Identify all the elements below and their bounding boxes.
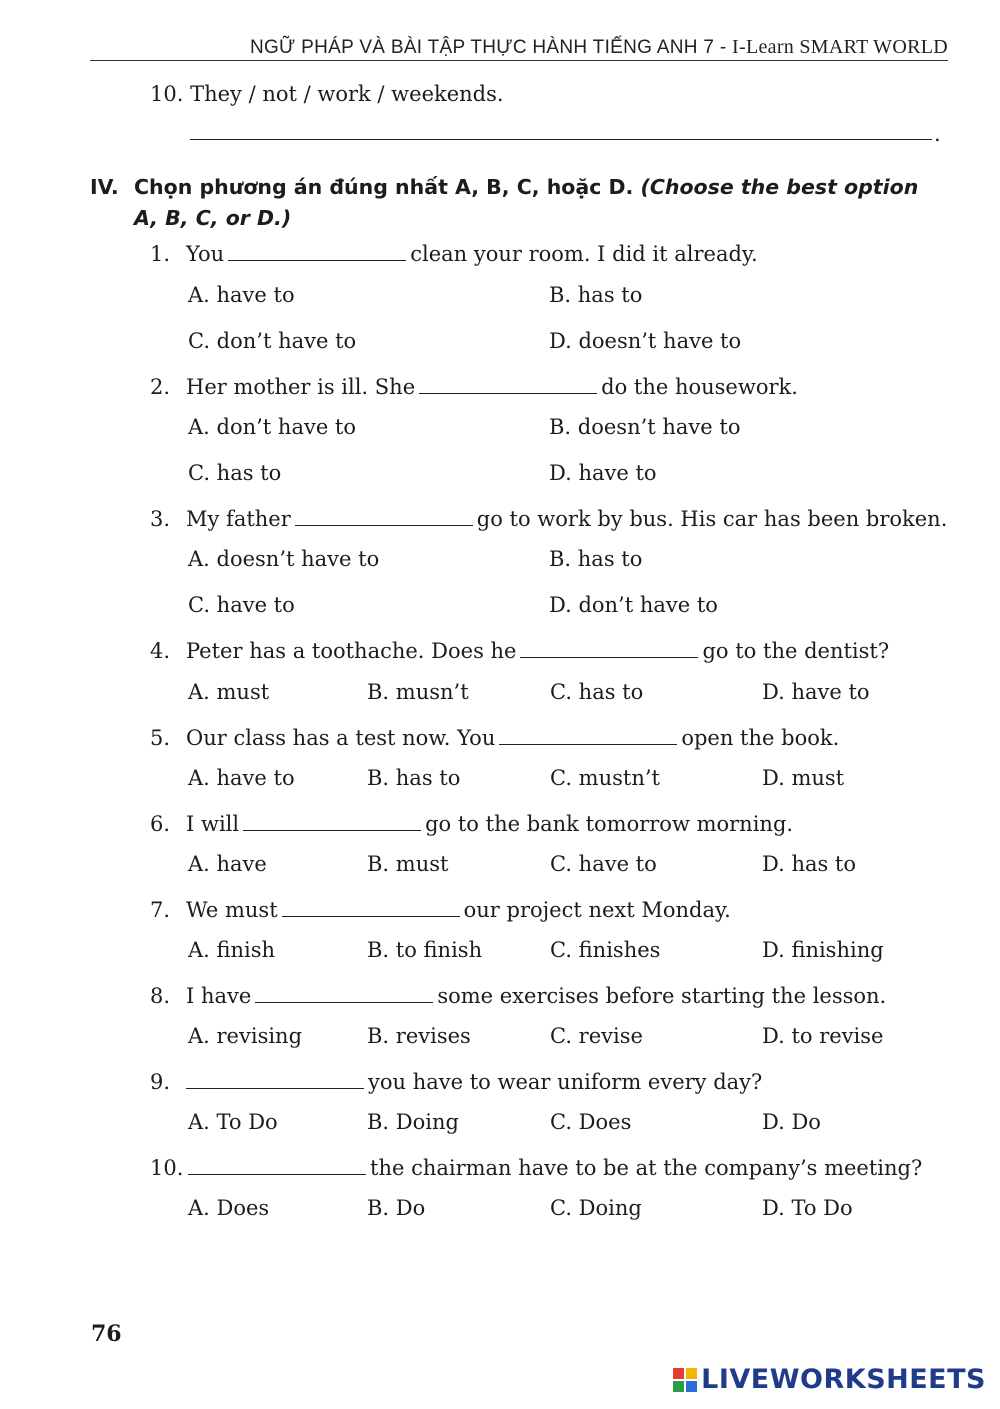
running-header bbox=[90, 36, 948, 59]
question-stem-before: We must bbox=[186, 898, 278, 922]
option-a[interactable]: A. have bbox=[188, 852, 267, 876]
question-number: 8. bbox=[150, 984, 171, 1008]
option-a[interactable]: A. must bbox=[188, 680, 270, 704]
option-c[interactable]: C. have to bbox=[550, 852, 657, 876]
question-10 bbox=[150, 1156, 960, 1180]
question-number: 4. bbox=[150, 639, 171, 663]
section-title-en-1: (Choose the best option bbox=[640, 175, 919, 199]
question-8 bbox=[150, 984, 960, 1008]
question-stem-after: go to the bank tomorrow morning. bbox=[425, 812, 794, 836]
option-c[interactable]: C. has to bbox=[188, 461, 282, 485]
question-stem-after: go to work by bus. His car has been broken. bbox=[476, 507, 948, 531]
answer-period: . bbox=[934, 122, 941, 146]
option-a[interactable]: A. doesn’t have to bbox=[188, 547, 380, 571]
answer-blank[interactable] bbox=[243, 812, 421, 831]
question-stem-before: Our class has a test now. You bbox=[186, 726, 496, 750]
option-b[interactable]: B. Doing bbox=[367, 1110, 459, 1134]
option-b[interactable]: B. doesn’t have to bbox=[549, 415, 741, 439]
option-b[interactable]: B. Do bbox=[367, 1196, 426, 1220]
question-2 bbox=[150, 375, 960, 399]
answer-blank[interactable] bbox=[520, 639, 698, 658]
option-b[interactable]: B. to finish bbox=[367, 938, 483, 962]
question-stem-before: I have bbox=[186, 984, 252, 1008]
question-stem-before: Her mother is ill. She bbox=[186, 375, 416, 399]
question-number: 6. bbox=[150, 812, 171, 836]
previous-item: 10. They / not / work / weekends. bbox=[150, 82, 504, 106]
answer-blank[interactable] bbox=[419, 375, 597, 394]
option-d[interactable]: D. Do bbox=[762, 1110, 821, 1134]
question-7 bbox=[150, 898, 960, 922]
question-stem-after: the chairman have to be at the company’s meeting? bbox=[370, 1156, 923, 1180]
option-a[interactable]: A. finish bbox=[188, 938, 276, 962]
option-a[interactable]: A. To Do bbox=[188, 1110, 278, 1134]
option-b[interactable]: B. has to bbox=[367, 766, 461, 790]
answer-blank[interactable] bbox=[228, 242, 406, 261]
answer-blank[interactable] bbox=[282, 898, 460, 917]
question-stem-after: some exercises before starting the lesson. bbox=[437, 984, 887, 1008]
option-a[interactable]: A. have to bbox=[188, 283, 295, 307]
question-number: 2. bbox=[150, 375, 171, 399]
option-d[interactable]: D. has to bbox=[762, 852, 857, 876]
option-b[interactable]: B. has to bbox=[549, 283, 643, 307]
option-c[interactable]: C. mustn’t bbox=[550, 766, 660, 790]
section-number: IV. bbox=[90, 175, 119, 199]
question-stem-after: go to the dentist? bbox=[702, 639, 890, 663]
answer-blank[interactable] bbox=[186, 1070, 364, 1089]
option-d[interactable]: D. have to bbox=[549, 461, 657, 485]
answer-blank[interactable] bbox=[499, 726, 677, 745]
question-stem-after: open the book. bbox=[681, 726, 840, 750]
section-title-en-2: A, B, C, or D.) bbox=[134, 206, 292, 230]
answer-blank[interactable] bbox=[255, 984, 433, 1003]
question-stem-after: do the housework. bbox=[601, 375, 798, 399]
option-d[interactable]: D. don’t have to bbox=[549, 593, 718, 617]
watermark-text: LIVEWORKSHEETS bbox=[701, 1364, 986, 1395]
option-d[interactable]: D. have to bbox=[762, 680, 870, 704]
question-stem-before: I will bbox=[186, 812, 240, 836]
question-1 bbox=[150, 242, 960, 266]
option-b[interactable]: B. must bbox=[367, 852, 449, 876]
question-number: 10. bbox=[150, 1156, 184, 1180]
question-number: 9. bbox=[150, 1070, 171, 1094]
question-stem-after: you have to wear uniform every day? bbox=[368, 1070, 763, 1094]
question-4 bbox=[150, 639, 960, 663]
answer-blank[interactable] bbox=[188, 1156, 366, 1175]
option-d[interactable]: D. To Do bbox=[762, 1196, 853, 1220]
section-title-vi: Chọn phương án đúng nhất A, B, C, hoặc D. bbox=[134, 175, 634, 199]
liveworksheets-watermark[interactable] bbox=[673, 1364, 986, 1395]
option-c[interactable]: C. revise bbox=[550, 1024, 643, 1048]
question-stem-before: My father bbox=[186, 507, 291, 531]
option-b[interactable]: B. musn’t bbox=[367, 680, 469, 704]
option-d[interactable]: D. doesn’t have to bbox=[549, 329, 742, 353]
question-stem-before: You bbox=[186, 242, 225, 266]
header-rule bbox=[90, 60, 948, 61]
question-number: 5. bbox=[150, 726, 171, 750]
answer-line[interactable] bbox=[190, 139, 932, 140]
option-a[interactable]: A. revising bbox=[188, 1024, 303, 1048]
option-c[interactable]: C. finishes bbox=[550, 938, 661, 962]
question-stem-after: our project next Monday. bbox=[463, 898, 731, 922]
option-b[interactable]: B. has to bbox=[549, 547, 643, 571]
question-9 bbox=[150, 1070, 960, 1094]
header-brand: I-Learn SMART WORLD bbox=[732, 36, 948, 58]
option-b[interactable]: B. revises bbox=[367, 1024, 471, 1048]
option-d[interactable]: D. finishing bbox=[762, 938, 884, 962]
question-5 bbox=[150, 726, 960, 750]
question-6 bbox=[150, 812, 960, 836]
header-title: NGỮ PHÁP VÀ BÀI TẬP THỰC HÀNH TIẾNG ANH 7 - bbox=[249, 37, 733, 58]
question-3 bbox=[150, 507, 960, 531]
option-a[interactable]: A. don’t have to bbox=[188, 415, 357, 439]
option-c[interactable]: C. Does bbox=[550, 1110, 632, 1134]
question-number: 3. bbox=[150, 507, 171, 531]
section-title bbox=[90, 172, 960, 234]
question-number: 1. bbox=[150, 242, 171, 266]
option-a[interactable]: A. Does bbox=[188, 1196, 270, 1220]
option-c[interactable]: C. don’t have to bbox=[188, 329, 357, 353]
option-c[interactable]: C. has to bbox=[550, 680, 644, 704]
page-number: 76 bbox=[91, 1321, 122, 1347]
question-stem-before: Peter has a toothache. Does he bbox=[186, 639, 517, 663]
option-c[interactable]: C. have to bbox=[188, 593, 295, 617]
option-c[interactable]: C. Doing bbox=[550, 1196, 642, 1220]
question-number: 7. bbox=[150, 898, 171, 922]
option-a[interactable]: A. have to bbox=[188, 766, 295, 790]
answer-blank[interactable] bbox=[295, 507, 473, 526]
option-d[interactable]: D. must bbox=[762, 766, 845, 790]
option-d[interactable]: D. to revise bbox=[762, 1024, 884, 1048]
question-stem-after: clean your room. I did it already. bbox=[410, 242, 758, 266]
liveworksheets-logo-icon bbox=[673, 1368, 697, 1392]
